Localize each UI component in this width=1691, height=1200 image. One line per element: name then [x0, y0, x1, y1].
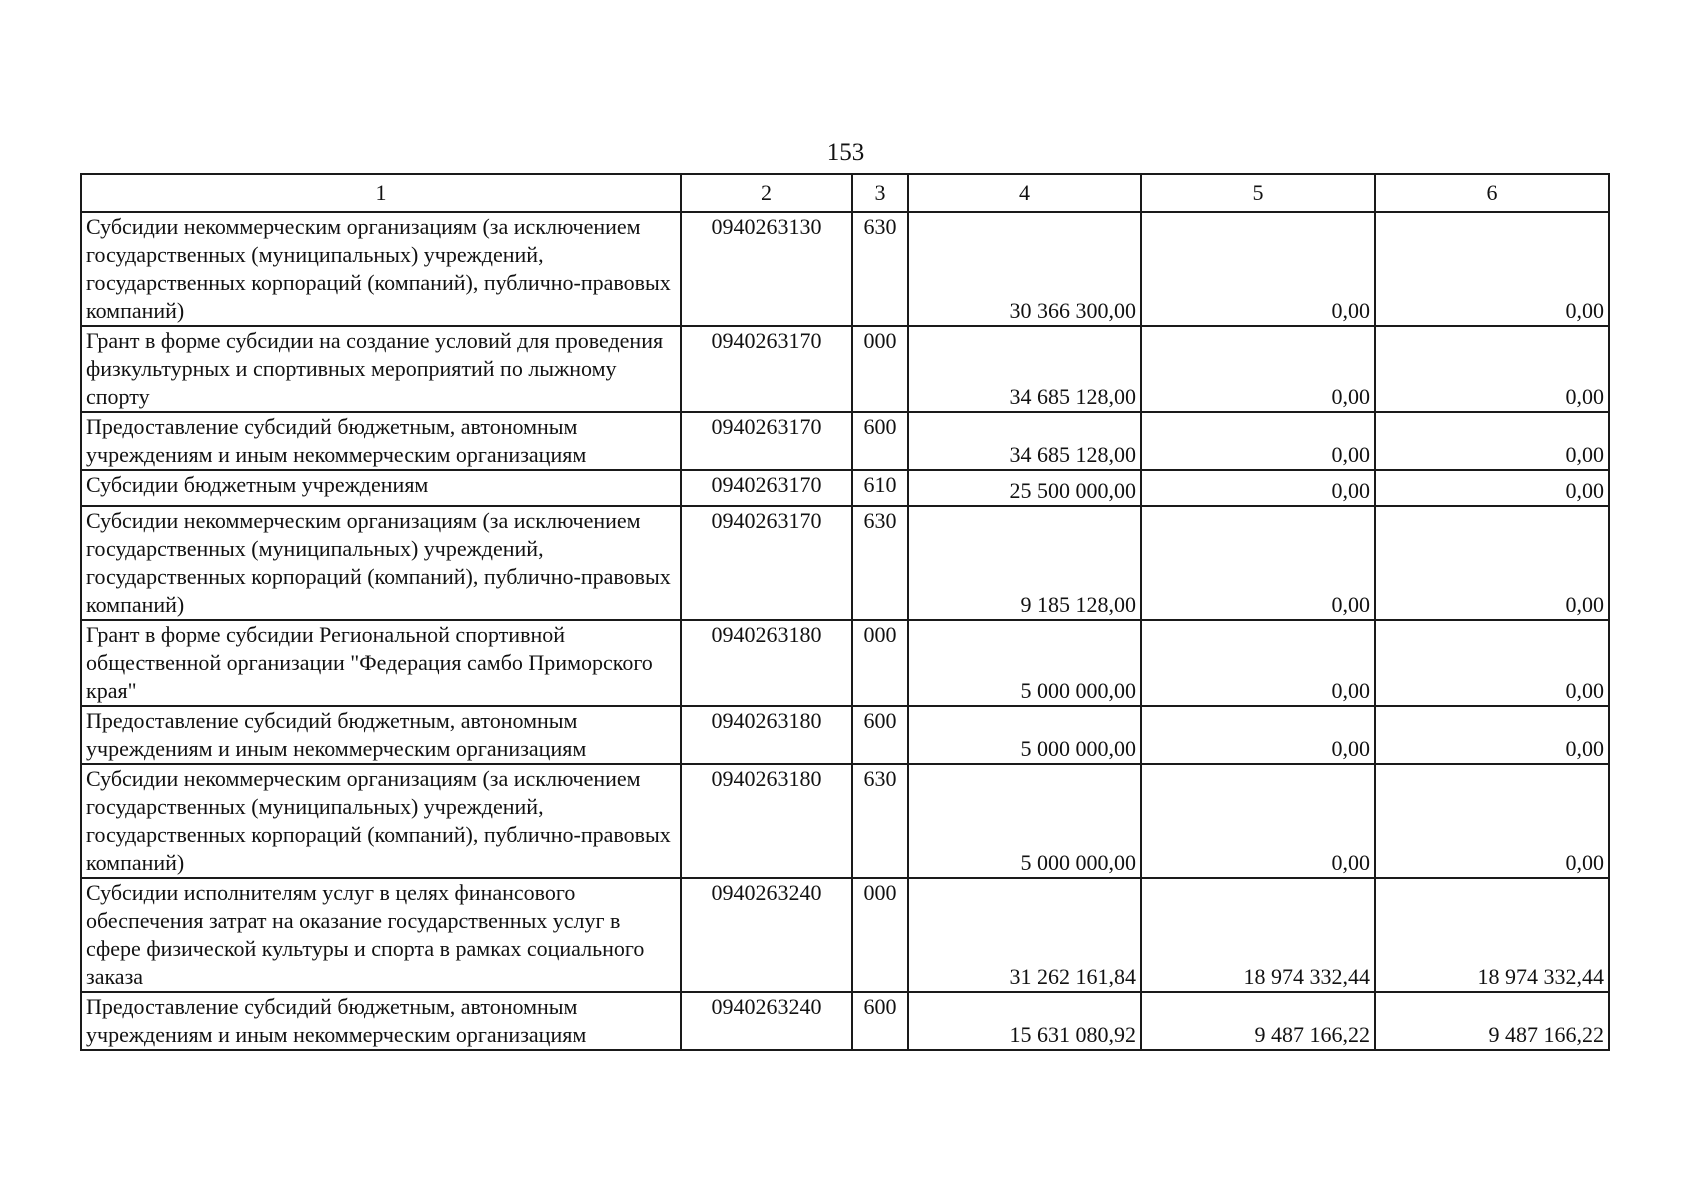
row-kind-cell: 000 — [852, 620, 908, 706]
row-name-cell: Грант в форме субсидии на создание условий для проведения физкультурных и спортивных мероприятий по лыжному спорту — [81, 326, 681, 412]
row-value-4-cell: 30 366 300,00 — [908, 212, 1141, 326]
row-value-5-cell: 0,00 — [1141, 326, 1375, 412]
row-value-4-cell: 5 000 000,00 — [908, 764, 1141, 878]
row-value-4-cell: 31 262 161,84 — [908, 878, 1141, 992]
row-kind-cell: 630 — [852, 212, 908, 326]
row-value-6-cell: 9 487 166,22 — [1375, 992, 1609, 1050]
row-name-cell: Субсидии исполнителям услуг в целях финансового обеспечения затрат на оказание государственных услуг в сфере физической культуры и спорта в рамках социального заказа — [81, 878, 681, 992]
row-value-6-cell: 0,00 — [1375, 412, 1609, 470]
row-name-cell: Предоставление субсидий бюджетным, автономным учреждениям и иным некоммерческим организациям — [81, 992, 681, 1050]
row-name-cell: Субсидии некоммерческим организациям (за исключением государственных (муниципальных) учреждений, государственных корпораций (компаний), публично-правовых компаний) — [81, 212, 681, 326]
column-header-3: 3 — [852, 174, 908, 212]
row-value-6-cell: 18 974 332,44 — [1375, 878, 1609, 992]
row-kind-cell: 630 — [852, 764, 908, 878]
table-row — [81, 706, 1609, 764]
table-row — [81, 620, 1609, 706]
row-name-cell: Субсидии некоммерческим организациям (за исключением государственных (муниципальных) учреждений, государственных корпораций (компаний), публично-правовых компаний) — [81, 764, 681, 878]
row-name-cell: Предоставление субсидий бюджетным, автономным учреждениям и иным некоммерческим организациям — [81, 706, 681, 764]
row-value-4-cell: 34 685 128,00 — [908, 326, 1141, 412]
row-value-6-cell: 0,00 — [1375, 326, 1609, 412]
row-name-cell: Субсидии бюджетным учреждениям — [81, 470, 681, 506]
row-name-cell: Грант в форме субсидии Региональной спортивной общественной организации "Федерация самбо Приморского края" — [81, 620, 681, 706]
row-value-5-cell: 0,00 — [1141, 620, 1375, 706]
header-row — [81, 174, 1609, 212]
row-value-5-cell: 0,00 — [1141, 212, 1375, 326]
row-code-cell: 0940263170 — [681, 412, 852, 470]
table-row — [81, 992, 1609, 1050]
table-row — [81, 506, 1609, 620]
row-code-cell: 0940263170 — [681, 470, 852, 506]
row-code-cell: 0940263180 — [681, 620, 852, 706]
row-code-cell: 0940263170 — [681, 326, 852, 412]
row-value-5-cell: 0,00 — [1141, 706, 1375, 764]
row-value-6-cell: 0,00 — [1375, 470, 1609, 506]
row-code-cell: 0940263240 — [681, 992, 852, 1050]
row-kind-cell: 000 — [852, 878, 908, 992]
row-kind-cell: 600 — [852, 412, 908, 470]
row-value-6-cell: 0,00 — [1375, 706, 1609, 764]
row-value-6-cell: 0,00 — [1375, 764, 1609, 878]
row-code-cell: 0940263180 — [681, 706, 852, 764]
row-code-cell: 0940263180 — [681, 764, 852, 878]
row-code-cell: 0940263130 — [681, 212, 852, 326]
table-row — [81, 764, 1609, 878]
row-kind-cell: 600 — [852, 992, 908, 1050]
row-value-6-cell: 0,00 — [1375, 506, 1609, 620]
column-header-1: 1 — [81, 174, 681, 212]
page-number: 153 — [826, 139, 865, 166]
row-value-6-cell: 0,00 — [1375, 620, 1609, 706]
row-code-cell: 0940263240 — [681, 878, 852, 992]
row-name-cell: Субсидии некоммерческим организациям (за исключением государственных (муниципальных) учреждений, государственных корпораций (компаний), публично-правовых компаний) — [81, 506, 681, 620]
budget-table — [80, 173, 1610, 1051]
column-header-5: 5 — [1141, 174, 1375, 212]
row-value-4-cell: 9 185 128,00 — [908, 506, 1141, 620]
row-value-4-cell: 5 000 000,00 — [908, 706, 1141, 764]
row-value-6-cell: 0,00 — [1375, 212, 1609, 326]
row-value-4-cell: 34 685 128,00 — [908, 412, 1141, 470]
row-value-5-cell: 0,00 — [1141, 764, 1375, 878]
row-value-5-cell: 0,00 — [1141, 470, 1375, 506]
row-kind-cell: 610 — [852, 470, 908, 506]
row-value-5-cell: 0,00 — [1141, 412, 1375, 470]
table-row — [81, 412, 1609, 470]
table-row — [81, 878, 1609, 992]
table-row — [81, 212, 1609, 326]
row-code-cell: 0940263170 — [681, 506, 852, 620]
row-value-4-cell: 25 500 000,00 — [908, 470, 1141, 506]
table-row — [81, 470, 1609, 506]
row-value-4-cell: 15 631 080,92 — [908, 992, 1141, 1050]
column-header-2: 2 — [681, 174, 852, 212]
table-row — [81, 326, 1609, 412]
row-value-4-cell: 5 000 000,00 — [908, 620, 1141, 706]
column-header-4: 4 — [908, 174, 1141, 212]
row-kind-cell: 630 — [852, 506, 908, 620]
column-header-6: 6 — [1375, 174, 1609, 212]
row-name-cell: Предоставление субсидий бюджетным, автономным учреждениям и иным некоммерческим организациям — [81, 412, 681, 470]
row-value-5-cell: 9 487 166,22 — [1141, 992, 1375, 1050]
row-kind-cell: 000 — [852, 326, 908, 412]
row-value-5-cell: 0,00 — [1141, 506, 1375, 620]
row-value-5-cell: 18 974 332,44 — [1141, 878, 1375, 992]
row-kind-cell: 600 — [852, 706, 908, 764]
